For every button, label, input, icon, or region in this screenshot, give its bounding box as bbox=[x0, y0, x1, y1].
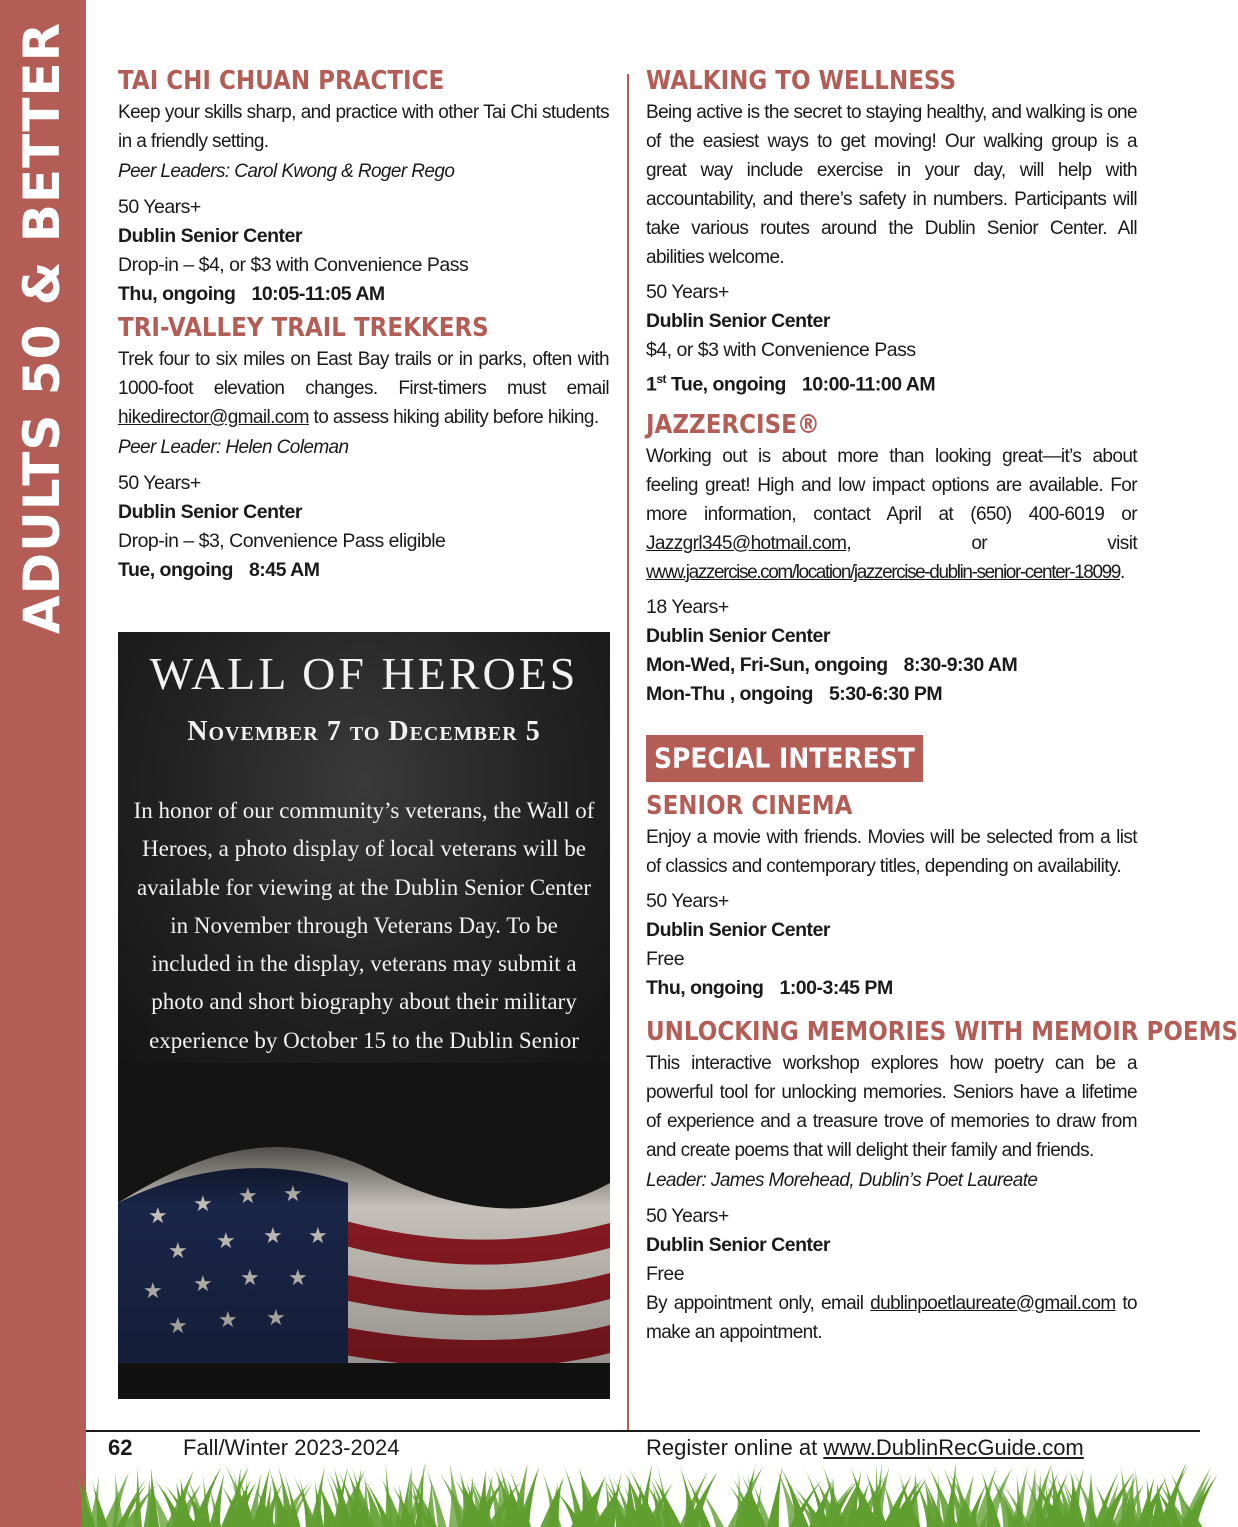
grass-blade bbox=[385, 1462, 393, 1527]
tai-chi-schedule bbox=[118, 280, 609, 309]
heroes-body: In honor of our community’s veterans, the Wall of Heroes, a photo display of local veterans will be available for viewing at the Dublin Senior Center in November through Veterans Day. To be included in the display, veterans may submit a photo and short biography about their military experience by October 15 to the Dublin Senior bbox=[133, 798, 595, 1053]
cinema-title: SENIOR CINEMA bbox=[646, 790, 853, 821]
grass-blades bbox=[77, 1461, 1218, 1527]
memoir-fee: Free bbox=[646, 1262, 685, 1285]
tai-chi-age: 50 Years+ bbox=[118, 196, 201, 218]
grass-blade bbox=[403, 1470, 414, 1527]
jazzercise-schedule-2 bbox=[646, 680, 1137, 709]
footer-register-text: Register online at bbox=[646, 1435, 824, 1460]
jazzercise-title: JAZZERCISE® bbox=[646, 409, 820, 440]
special-interest-heading-wrap bbox=[646, 735, 1137, 777]
tai-chi-location: Dublin Senior Center bbox=[118, 225, 302, 247]
sidebar-label: ADULTS 50 & BETTER bbox=[13, 21, 71, 635]
footer-rule bbox=[86, 1430, 1200, 1432]
column-divider bbox=[627, 74, 629, 1430]
trekkers-location: Dublin Senior Center bbox=[118, 501, 302, 523]
jazzercise-day-1: Mon-Wed, Fri-Sun, ongoing bbox=[646, 653, 888, 676]
grass-blade bbox=[209, 1473, 224, 1527]
page-number: 62 bbox=[108, 1435, 133, 1460]
right-column bbox=[646, 64, 1238, 1347]
footer-register bbox=[646, 1435, 1084, 1461]
walking-time: 10:00-11:00 AM bbox=[801, 373, 936, 396]
memoir-section bbox=[646, 1015, 1238, 1347]
trekkers-title: TRI-VALLEY TRAIL TREKKERS bbox=[118, 313, 489, 343]
footer-register-link[interactable]: www.DublinRecGuide.com bbox=[823, 1435, 1084, 1460]
jazzercise-schedule-1 bbox=[646, 651, 1137, 680]
jazzercise-desc-end: . bbox=[1119, 561, 1125, 583]
memoir-note-end: to make an appointment. bbox=[646, 1292, 1137, 1343]
walking-title: WALKING TO WELLNESS bbox=[646, 66, 957, 96]
jazzercise-time-2: 5:30-6:30 PM bbox=[828, 682, 943, 705]
sidebar bbox=[0, 0, 86, 1527]
walking-age: 50 Years+ bbox=[646, 281, 729, 303]
trekkers-fee: Drop-in – $3, Convenience Pass eligible bbox=[118, 530, 446, 552]
grass-decoration bbox=[86, 1461, 1200, 1527]
heroes-dates: November 7 to December 5 bbox=[187, 716, 541, 747]
walking-fee: $4, or $3 with Convenience Pass bbox=[646, 339, 916, 361]
trekkers-leader: Peer Leader: Helen Coleman bbox=[118, 437, 349, 458]
grass-blade bbox=[776, 1467, 802, 1527]
memoir-location: Dublin Senior Center bbox=[646, 1233, 830, 1256]
cinema-description: Enjoy a movie with friends. Movies will be selected from a list of classics and contemporary titles, depending on availability. bbox=[646, 826, 1137, 877]
tai-chi-title: TAI CHI CHUAN PRACTICE bbox=[118, 66, 445, 96]
walking-description: Being active is the secret to staying healthy, and walking is one of the easiest ways to get moving! Our walking group is a great way include exercise in your day, will help with accountability, and there’s safety in numbers. Participants will take various routes around the Dublin Senior Center. All abilities welcome. bbox=[646, 102, 1137, 268]
memoir-leader: Leader: James Morehead, Dublin’s Poet Laureate bbox=[646, 1169, 1038, 1191]
footer-season: Fall/Winter 2023-2024 bbox=[183, 1435, 400, 1460]
walking-schedule bbox=[646, 365, 1137, 400]
trekkers-desc-end: to assess hiking ability before hiking. bbox=[308, 407, 599, 428]
trekkers-email-link[interactable]: hikedirector@gmail.com bbox=[118, 407, 309, 428]
wall-of-heroes-panel bbox=[118, 632, 610, 1063]
cinema-schedule bbox=[646, 974, 1137, 1003]
jazzercise-location: Dublin Senior Center bbox=[646, 624, 830, 647]
tai-chi-section bbox=[118, 64, 609, 309]
memoir-appointment-note bbox=[646, 1289, 1137, 1347]
jazzercise-day-2: Mon-Thu , ongoing bbox=[646, 682, 813, 705]
tai-chi-leaders: Peer Leaders: Carol Kwong & Roger Rego bbox=[118, 161, 455, 182]
memoir-age: 50 Years+ bbox=[646, 1204, 729, 1227]
walking-day-number: 1 bbox=[646, 373, 657, 396]
tai-chi-time: 10:05-11:05 AM bbox=[251, 283, 385, 305]
walking-day-suffix: st bbox=[656, 372, 667, 386]
walking-section bbox=[646, 64, 1137, 400]
trekkers-time: 8:45 AM bbox=[248, 559, 320, 581]
trekkers-age: 50 Years+ bbox=[118, 472, 201, 494]
american-flag-image bbox=[118, 1063, 610, 1399]
jazzercise-age: 18 Years+ bbox=[646, 595, 729, 618]
trekkers-desc-text: Trek four to six miles on East Bay trails or in parks, often with 1000-foot elevation changes. First-timers must email bbox=[118, 349, 609, 399]
memoir-title: UNLOCKING MEMORIES WITH MEMOIR POEMS bbox=[646, 1016, 1238, 1047]
jazzercise-section bbox=[646, 408, 1137, 709]
tai-chi-day: Thu, ongoing bbox=[118, 283, 236, 305]
trekkers-section bbox=[118, 311, 609, 585]
cinema-time: 1:00-3:45 PM bbox=[779, 976, 893, 999]
jazzercise-url-link[interactable]: www.jazzercise.com/location/jazzercise-dublin-senior-center-18099 bbox=[646, 561, 1120, 583]
jazzercise-desc-text: Working out is about more than looking great—it’s about feeling great! High and low impact options are available. For more information, contact April at (650) 400-6019 or bbox=[646, 445, 1137, 525]
flag-illustration bbox=[118, 1063, 610, 1363]
memoir-email-link[interactable]: dublinpoetlaureate@gmail.com bbox=[870, 1292, 1116, 1314]
cinema-location: Dublin Senior Center bbox=[646, 918, 830, 941]
left-column bbox=[118, 64, 609, 585]
cinema-age: 50 Years+ bbox=[646, 889, 729, 912]
walking-day: Tue, ongoing bbox=[666, 373, 786, 396]
heroes-title: WALL OF HEROES bbox=[149, 648, 579, 699]
cinema-fee: Free bbox=[646, 947, 685, 970]
walking-location: Dublin Senior Center bbox=[646, 310, 830, 332]
jazzercise-desc-mid: , or visit bbox=[846, 532, 1137, 554]
jazzercise-email-link[interactable]: Jazzgrl345@hotmail.com bbox=[646, 532, 847, 554]
special-interest-heading: SPECIAL INTEREST bbox=[646, 735, 923, 782]
tai-chi-fee: Drop-in – $4, or $3 with Convenience Pass bbox=[118, 254, 469, 276]
trekkers-day: Tue, ongoing bbox=[118, 559, 233, 581]
trekkers-schedule bbox=[118, 556, 609, 585]
trekkers-description bbox=[118, 345, 609, 432]
memoir-description: This interactive workshop explores how poetry can be a powerful tool for unlocking memories. Seniors have a lifetime of experience and a treasure trove of memories to draw from and create poems that will delight their family and friends. bbox=[646, 1052, 1137, 1161]
jazzercise-description bbox=[646, 442, 1137, 587]
memoir-note-text: By appointment only, email bbox=[646, 1292, 871, 1314]
tai-chi-description: Keep your skills sharp, and practice with other Tai Chi students in a friendly setting. bbox=[118, 102, 609, 152]
cinema-section bbox=[646, 789, 1137, 1003]
cinema-day: Thu, ongoing bbox=[646, 976, 764, 999]
jazzercise-time-1: 8:30-9:30 AM bbox=[903, 653, 1018, 676]
